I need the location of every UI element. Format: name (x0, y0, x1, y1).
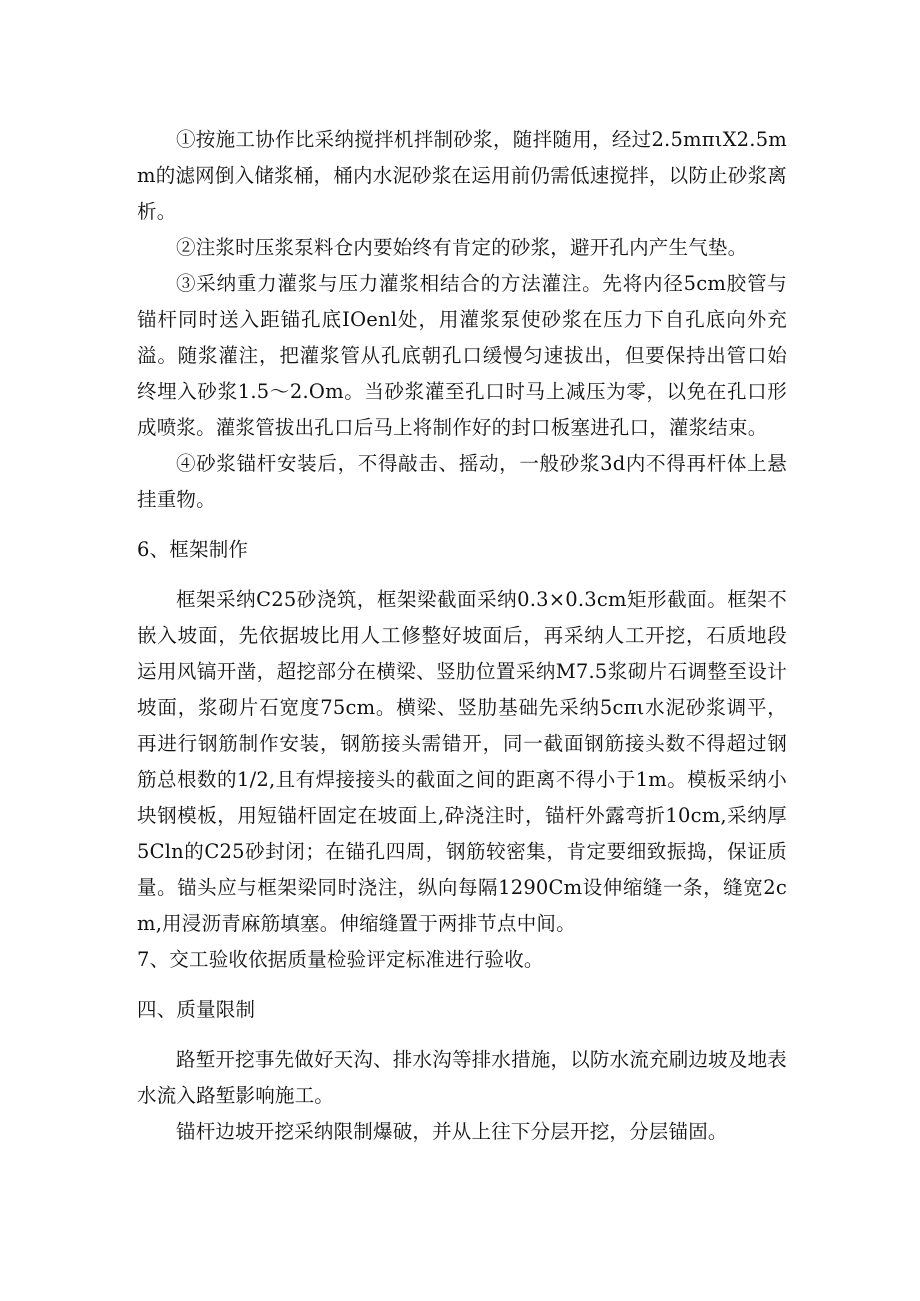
paragraph-controlled-blasting: 锚杆边坡开挖采纳限制爆破，并从上往下分层开挖，分层锚固。 (176, 1120, 728, 1143)
section-heading-quality-control: 四、质量限制 (137, 998, 256, 1021)
paragraph-mortar-mixing: ①按施工协作比采纳搅拌机拌制砂浆，随拌随用，经过2.5mπιX2.5mm的滤网倒入储浆桶，桶内水泥砂浆在运用前仍需低速搅拌，以防止砂浆离析。 (137, 128, 787, 223)
paragraph-drainage: 路堑开挖事先做好天沟、排水沟等排水措施，以防水流充刷边坡及地表水流入路堑影响施工。 (137, 1048, 787, 1107)
paragraph-grouting-pump: ②注浆时压浆泵料仓内要始终有肯定的砂浆，避开孔内产生气垫。 (176, 236, 748, 259)
paragraph-frame-construction: 框架采纳C25砂浇筑，框架梁截面采纳0.3×0.3cm矩形截面。框架不嵌入坡面，先依据坡比用人工修整好坡面后，再采纳人工开挖，石质地段运用风镐开凿，超挖部分在横梁、竖肋位置采纳M7.5浆砌片石调整至设计坡面，浆砌片石宽度75cm。横梁、竖肋基础先采纳5cπι水泥砂浆调平，再进行钢筋制作安装，钢筋接头需错开，同一截面钢筋接头数不得超过钢筋总根数的1/2,且有焊接接头的截面之间的距离不得小于1m。模板采纳小块钢模板，用短锚杆固定在坡面上,砕浇注时，锚杆外露弯折10cm,采纳厚5Cln的C25砂封闭；在锚孔四周，钢筋较密集，肯定要细致振捣，保证质量。锚头应与框架梁同时浇注，纵向每隔1290Cm设伸缩缝一条，缝宽2cm,用浸沥青麻筋填塞。伸缩缝置于两排节点中间。 (137, 588, 787, 935)
document-body (137, 122, 787, 1150)
paragraph-anchor-installation: ④砂浆锚杆安装后，不得敲击、摇动，一般砂浆3d内不得再杆体上悬挂重物。 (137, 452, 787, 511)
paragraph-grouting-method: ③采纳重力灌浆与压力灌浆相结合的方法灌注。先将内径5cm胶管与锚杆同时送入距锚孔底IOenl处，用灌浆泵使砂浆在压力下自孔底向外充溢。随浆灌注，把灌浆管从孔底朝孔口缓慢匀速拔出，但要保持出管口始终埋入砂浆1.5～2.Om。当砂浆灌至孔口时马上减压为零，以免在孔口形成喷浆。灌浆管拔出孔口后马上将制作好的封口板塞进孔口，灌浆结束。 (137, 272, 787, 439)
section-heading-frame: 6、框架制作 (137, 538, 249, 561)
section-heading-acceptance: 7、交工验收依据质量检验评定标准进行验收。 (137, 948, 544, 971)
